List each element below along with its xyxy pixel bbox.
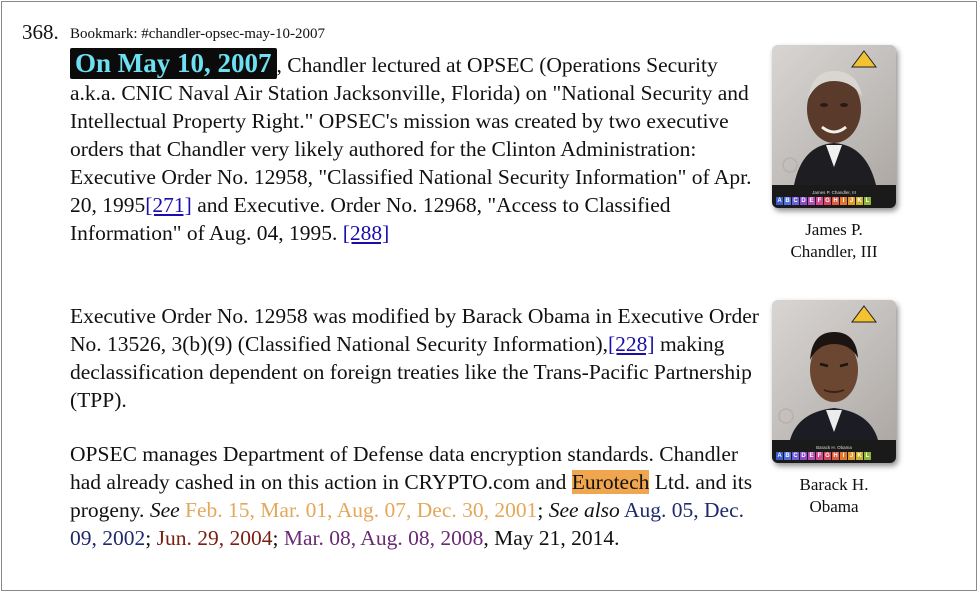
caption-line: Barack H.	[799, 475, 869, 494]
card-letter: K	[857, 198, 862, 204]
see-label: See	[149, 498, 180, 522]
card-letter: I	[840, 197, 847, 205]
card-name-small: Barack H. Obama	[816, 445, 852, 450]
paragraph-3-text-b: Ltd. and its progeny.	[70, 470, 753, 522]
card-letter: G	[825, 198, 830, 204]
paragraph-2-text-a: Executive Order No. 12958 was modified by Barack Obama in Executive Order No. 13526, 3(b)(9) (Classified National Security Information),	[70, 304, 759, 356]
card-letter: F	[817, 453, 822, 459]
card-letter: K	[857, 453, 862, 459]
portrait-card-chandler[interactable]	[772, 45, 896, 208]
link-dates-2004[interactable]: Jun. 29, 2004	[156, 526, 273, 550]
card-letter: J	[849, 198, 854, 204]
link-dates-2002[interactable]: Aug. 05, Dec. 09, 2002	[70, 498, 745, 550]
card-letter-strip	[776, 452, 871, 460]
entry-number: 368.	[22, 20, 59, 44]
separator-3: ;	[272, 526, 284, 550]
card-letter: L	[865, 453, 870, 459]
caption-line: James P.	[805, 220, 863, 239]
card-letter: G	[825, 453, 830, 459]
card-letter: C	[793, 453, 798, 459]
separator-2: ;	[145, 526, 157, 550]
paragraph-3	[70, 440, 760, 552]
card-letter: E	[809, 198, 814, 204]
eurotech-highlight: Eurotech	[571, 470, 650, 494]
card-letter: I	[840, 452, 847, 460]
footnote-link-288[interactable]: [288]	[342, 221, 390, 245]
link-dates-2008[interactable]: Mar. 08, Aug. 08, 2008	[283, 526, 484, 550]
caption-line: Chandler, III	[790, 242, 878, 261]
footnote-link-271[interactable]: [271]	[145, 193, 192, 217]
card-letter: A	[777, 453, 782, 459]
card-letter: H	[833, 198, 838, 204]
footnote-link-228[interactable]: [228]	[607, 332, 655, 356]
card-letter: L	[865, 198, 870, 204]
card-name-small: James P. Chandler, III	[812, 190, 856, 195]
paragraph-3-text-c: , May 21, 2014.	[483, 526, 620, 550]
date-badge: On May 10, 2007	[70, 48, 277, 79]
separator-1: ;	[537, 498, 549, 522]
card-letter: E	[809, 453, 814, 459]
caption-chandler	[754, 219, 914, 263]
portrait-card-obama[interactable]	[772, 300, 896, 463]
paragraph-1-text-a: , Chandler lectured at OPSEC (Operations Security a.k.a. CNIC Naval Air Station Jacksonville, Florida) on "National Security and Intellectual Property Right." OPSEC's mission was created by two executive orders that Chandler very likely authored for the Clinton Administration: Executive Order No. 12958, "Classified National Security Information" of Apr. 20, 1995	[70, 53, 752, 217]
portrait-photo-chandler	[772, 45, 896, 185]
card-letter: B	[785, 453, 790, 459]
card-letter: B	[785, 198, 790, 204]
card-letter: J	[849, 453, 854, 459]
see-also-label: See also	[548, 498, 620, 522]
portrait-photo-obama	[772, 300, 896, 440]
link-dates-2001[interactable]: Feb. 15, Mar. 01, Aug. 07, Dec. 30, 2001	[185, 498, 538, 522]
card-letter-strip	[776, 197, 871, 205]
paragraph-1-text-b: and Executive. Order No. 12968, "Access to Classified Information" of Aug. 04, 1995.	[70, 193, 671, 245]
card-letter: D	[801, 198, 806, 204]
paragraph-2	[70, 302, 760, 414]
paragraph-3-text-a: OPSEC manages Department of Defense data encryption standards. Chandler had already cashed in on this action in CRYPTO.com and	[70, 442, 739, 494]
caption-obama	[754, 474, 914, 518]
card-letter: C	[793, 198, 798, 204]
caption-line: Obama	[809, 497, 859, 516]
bookmark-anchor[interactable]: Bookmark: #chandler-opsec-may-10-2007	[70, 26, 326, 42]
card-letter: D	[801, 453, 806, 459]
paragraph-1	[70, 49, 760, 247]
card-letter: A	[777, 198, 782, 204]
card-letter: F	[817, 198, 822, 204]
card-letter: H	[833, 453, 838, 459]
paragraph-2-text-b: making declassification dependent on foreign treaties like the Trans-Pacific Partnership (TPP).	[70, 332, 752, 412]
